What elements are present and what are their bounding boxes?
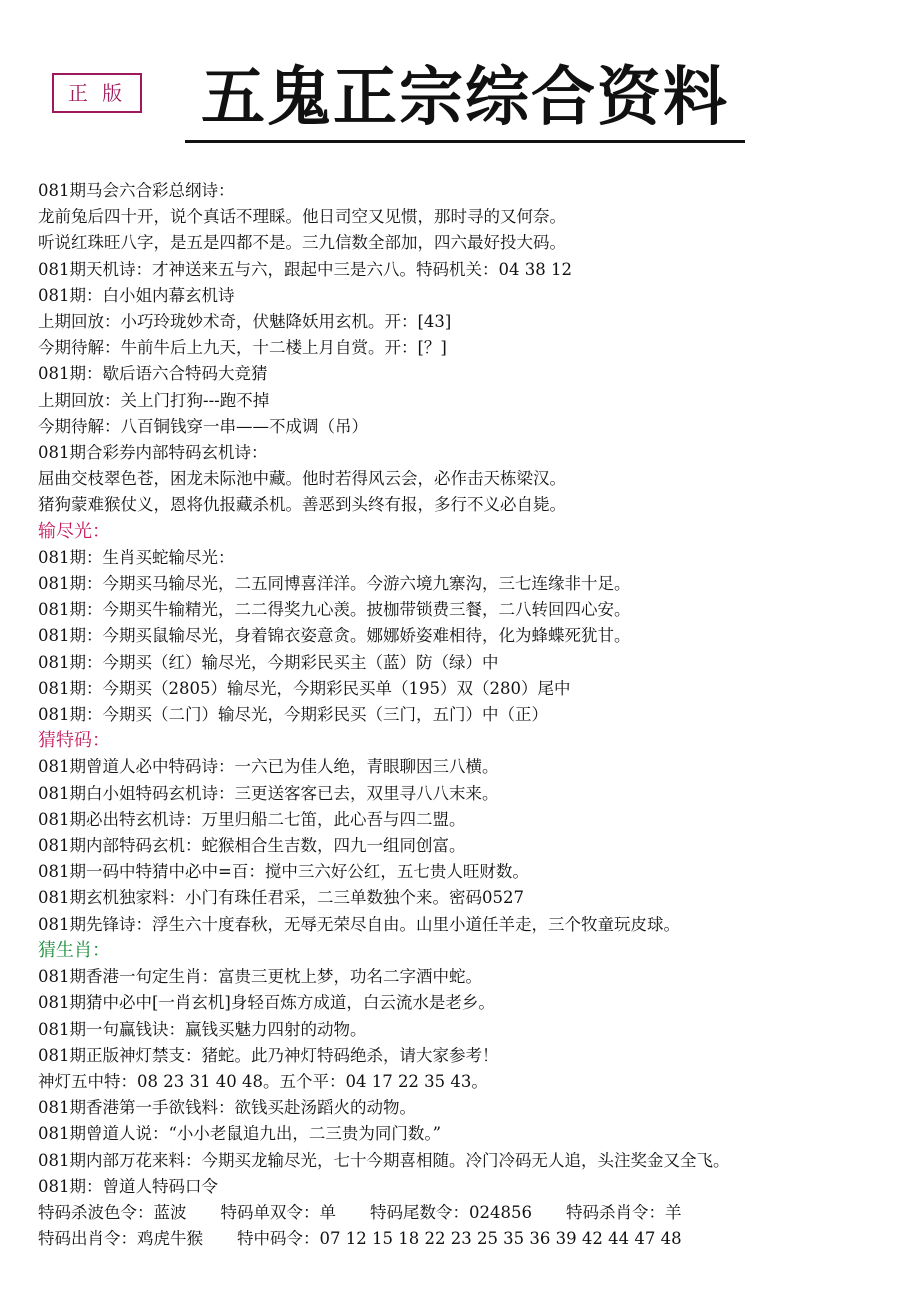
text-line: 081期猜中必中[一肖玄机]身轻百炼方成道，白云流水是老乡。 xyxy=(38,993,495,1013)
text-line: 081期：歇后语六合特码大竞猜 xyxy=(38,364,268,384)
text-line: 神灯五中特：08 23 31 40 48。五个平：04 17 22 35 43。 xyxy=(38,1071,488,1091)
tail-number: 特码尾数令：024856 xyxy=(370,1202,532,1222)
text-line: 081期内部特码玄机：蛇猴相合生吉数，四九一组同创富。 xyxy=(38,836,466,856)
text-line: 今期待解：牛前牛后上九天，十二楼上月自赏。开：[？] xyxy=(38,338,447,358)
authentic-badge: 正 版 xyxy=(52,73,142,113)
out-zodiac: 特码出肖令：鸡虎牛猴 xyxy=(38,1229,203,1249)
text-line: 081期：曾道人特码口令 xyxy=(38,1176,218,1196)
text-line: 081期曾道人说：“小小老鼠追九出，二三贵为同门数。” xyxy=(38,1124,442,1144)
text-line: 上期回放：小巧玲珑妙术奇，伏魅降妖用玄机。开：[43] xyxy=(38,312,452,332)
text-line: 081期：白小姐内幕玄机诗 xyxy=(38,285,235,305)
kill-wave-color: 特码杀波色令：蓝波 xyxy=(38,1202,187,1222)
section-heading-guess-number: 猜特码： xyxy=(38,730,110,752)
text-line: 081期：今期买（2805）输尽光，今期彩民买单（195）双（280）尾中 xyxy=(38,678,571,698)
kill-zodiac: 特码杀肖令：羊 xyxy=(566,1202,682,1222)
text-line: 081期内部万花来料：今期买龙输尽光，七十今期喜相随。冷门冷码无人追，头注奖金又全飞。 xyxy=(38,1150,730,1170)
text-line: 081期：今期买鼠输尽光，身着锦衣姿意贪。娜娜娇姿难相待，化为蜂蝶死犹甘。 xyxy=(38,626,631,646)
text-line: 081期白小姐特码玄机诗：三更送客客已去，双里寻八八末来。 xyxy=(38,783,499,803)
text-line: 081期：生肖买蛇输尽光： xyxy=(38,547,235,567)
kouling-row-1 xyxy=(38,1200,888,1226)
text-line: 今期待解：八百铜钱穿一串——不成调（吊） xyxy=(38,416,368,436)
text-line: 081期香港第一手欲钱料：欲钱买赴汤蹈火的动物。 xyxy=(38,1098,416,1118)
text-line: 081期合彩券内部特码玄机诗： xyxy=(38,443,268,463)
hit-numbers: 特中码令：07 12 15 18 22 23 25 35 36 39 42 44 47 48 xyxy=(237,1229,682,1249)
text-line: 081期香港一句定生肖：富贵三更枕上梦，功名二字酒中蛇。 xyxy=(38,967,482,987)
page-title: 五鬼正宗综合资料 xyxy=(201,60,729,135)
text-line: 上期回放：关上门打狗---跑不掉 xyxy=(38,390,270,410)
text-line: 081期马会六合彩总纲诗： xyxy=(38,181,235,200)
text-line: 猪狗蒙难猴仗义，恩将仇报藏杀机。善恶到头终有报，多行不义必自毙。 xyxy=(38,495,566,515)
text-line: 081期必出特玄机诗：万里归船二七笛，此心吾与四二盟。 xyxy=(38,809,466,829)
text-line: 081期玄机独家料：小门有珠任君采，二三单数独个来。密码0527 xyxy=(38,888,524,908)
text-line: 081期：今期买马输尽光，二五同博喜洋洋。今游六境九寨沟，三七连缘非十足。 xyxy=(38,574,631,594)
section-heading-guess-zodiac: 猜生肖： xyxy=(38,939,110,961)
text-line: 081期正版神灯禁支：猪蛇。此乃神灯特码绝杀，请大家参考！ xyxy=(38,1045,499,1065)
text-line: 龙前兔后四十开，说个真话不理睬。他日司空又见惯，那时寻的又何奈。 xyxy=(38,207,566,227)
text-line: 081期天机诗：才神送来五与六，跟起中三是六八。特码机关：04 38 12 xyxy=(38,259,572,279)
title-underline xyxy=(185,140,745,143)
text-line: 081期一码中特猜中必中=百：搅中三六好公红，五七贵人旺财数。 xyxy=(38,862,529,882)
text-line: 081期：今期买（红）输尽光，今期彩民买主（蓝）防（绿）中 xyxy=(38,652,499,672)
kouling-row-2 xyxy=(38,1226,888,1252)
text-line: 081期先锋诗：浮生六十度春秋，无辱无荣尽自由。山里小道任羊走，三个牧童玩皮球。 xyxy=(38,914,680,934)
text-line: 屈曲交枝翠色苍，困龙未际池中藏。他时若得风云会，必作击天栋梁汉。 xyxy=(38,469,566,489)
text-line: 听说红珠旺八字，是五是四都不是。三九信数全部加，四六最好投大码。 xyxy=(38,233,566,253)
text-line: 081期：今期买（二门）输尽光，今期彩民买（三门，五门）中（正） xyxy=(38,705,548,725)
main-content xyxy=(38,178,888,1252)
text-line: 081期一句赢钱诀：赢钱买魅力四射的动物。 xyxy=(38,1019,367,1039)
odd-even: 特码单双令：单 xyxy=(220,1202,336,1222)
text-line: 081期曾道人必中特码诗：一六已为佳人绝，青眼聊因三八横。 xyxy=(38,757,499,777)
text-line: 081期：今期买牛输精光，二二得奖九心羡。披枷带锁费三餐，二八转回四心安。 xyxy=(38,600,631,620)
section-heading-lose-all: 输尽光： xyxy=(38,520,110,542)
